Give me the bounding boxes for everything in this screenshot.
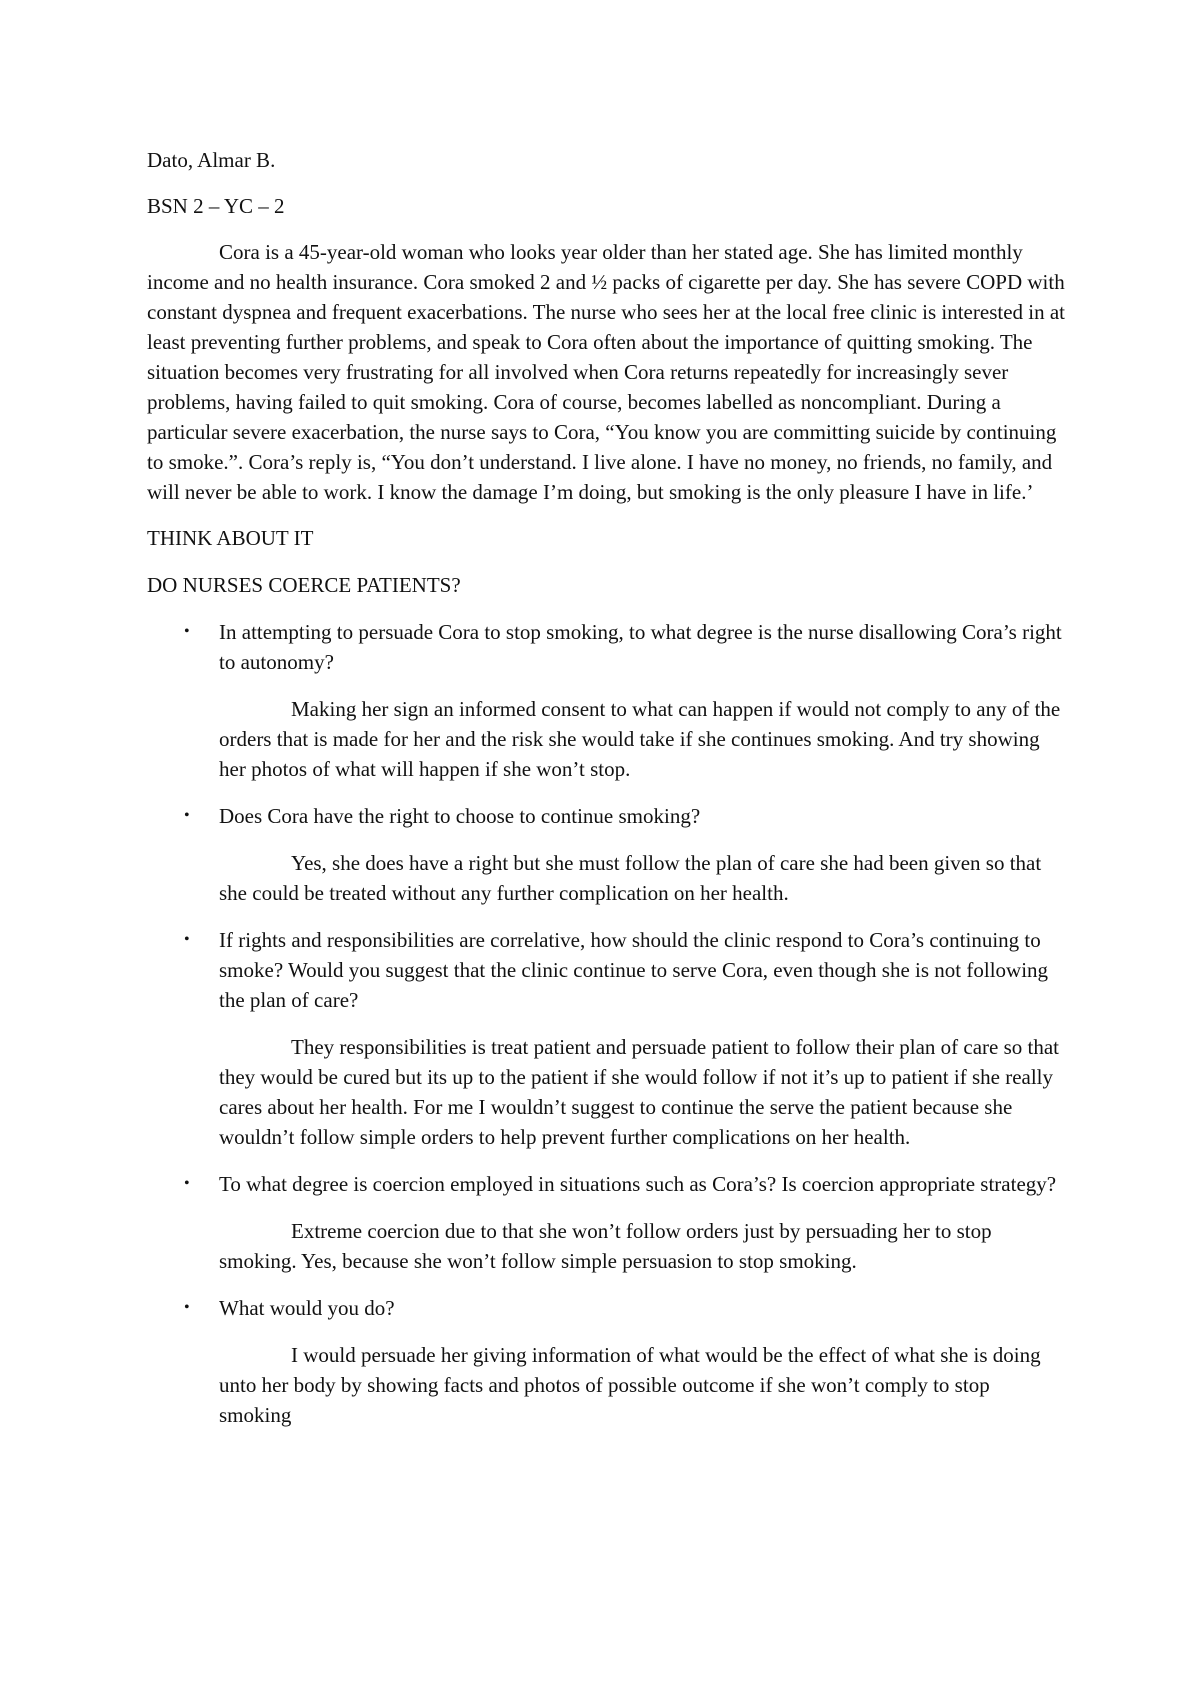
student-section: BSN 2 – YC – 2: [147, 194, 285, 218]
bullet-icon: •: [184, 807, 190, 824]
answer-text: Yes, she does have a right but she must follow the plan of care she had been given so that she could be treated without any further complication on her health.: [219, 851, 1042, 905]
question-text: Does Cora have the right to choose to continue smoking?: [219, 804, 701, 828]
question-text: In attempting to persuade Cora to stop smoking, to what degree is the nurse disallowing Cora’s right to autonomy?: [219, 620, 1062, 674]
bullet-icon: •: [184, 623, 190, 640]
heading-think-about-it: THINK ABOUT IT: [147, 526, 314, 550]
answer-text: I would persuade her giving information of what would be the effect of what she is doing unto her body by showing facts and photos of possible outcome if she won’t comply to stop smoking: [219, 1343, 1041, 1427]
question-item: [147, 1169, 1067, 1276]
bullet-icon: •: [184, 1175, 190, 1192]
bullet-icon: •: [184, 931, 190, 948]
student-name: Dato, Almar B.: [147, 148, 276, 172]
question-item: [147, 1293, 1067, 1430]
question-item: [147, 925, 1067, 1152]
question-text: If rights and responsibilities are correlative, how should the clinic respond to Cora’s continuing to smoke? Would you suggest that the clinic continue to serve Cora, even though she is not following the plan of care?: [219, 928, 1049, 1012]
answer-text: Making her sign an informed consent to what can happen if would not comply to any of the orders that is made for her and the risk she would take if she continues smoking. And try showing her photos of what will happen if she won’t stop.: [219, 697, 1061, 781]
question-item: [147, 801, 1067, 908]
answer-text: They responsibilities is treat patient and persuade patient to follow their plan of care so that they would be cured but its up to the patient if she would follow if not it’s up to patient if she really cares about her health. For me I wouldn’t suggest to continue the serve the patient because she wouldn’t follow simple orders to help prevent further complications on her health.: [219, 1035, 1060, 1149]
document-body: [147, 145, 1067, 1447]
bullet-icon: •: [184, 1299, 190, 1316]
question-list: [147, 617, 1067, 1430]
question-item: [147, 617, 1067, 784]
question-text: What would you do?: [219, 1296, 395, 1320]
heading-coerce: DO NURSES COERCE PATIENTS?: [147, 573, 461, 597]
question-text: To what degree is coercion employed in situations such as Cora’s? Is coercion appropriate strategy?: [219, 1172, 1057, 1196]
answer-text: Extreme coercion due to that she won’t follow orders just by persuading her to stop smoking. Yes, because she won’t follow simple persuasion to stop smoking.: [219, 1219, 992, 1273]
case-paragraph: Cora is a 45-year-old woman who looks year older than her stated age. She has limited monthly income and no health insurance. Cora smoked 2 and ½ packs of cigarette per day. She has severe COPD with constant dyspnea and frequent exacerbations. The nurse who sees her at the local free clinic is interested in at least preventing further problems, and speak to Cora often about the importance of quitting smoking. The situation becomes very frustrating for all involved when Cora returns repeatedly for increasingly sever problems, having failed to quit smoking. Cora of course, becomes labelled as noncompliant. During a particular severe exacerbation, the nurse says to Cora, “You know you are committing suicide by continuing to smoke.”. Cora’s reply is, “You don’t understand. I live alone. I have no money, no friends, no family, and will never be able to work. I know the damage I’m doing, but smoking is the only pleasure I have in life.’: [147, 240, 1066, 504]
